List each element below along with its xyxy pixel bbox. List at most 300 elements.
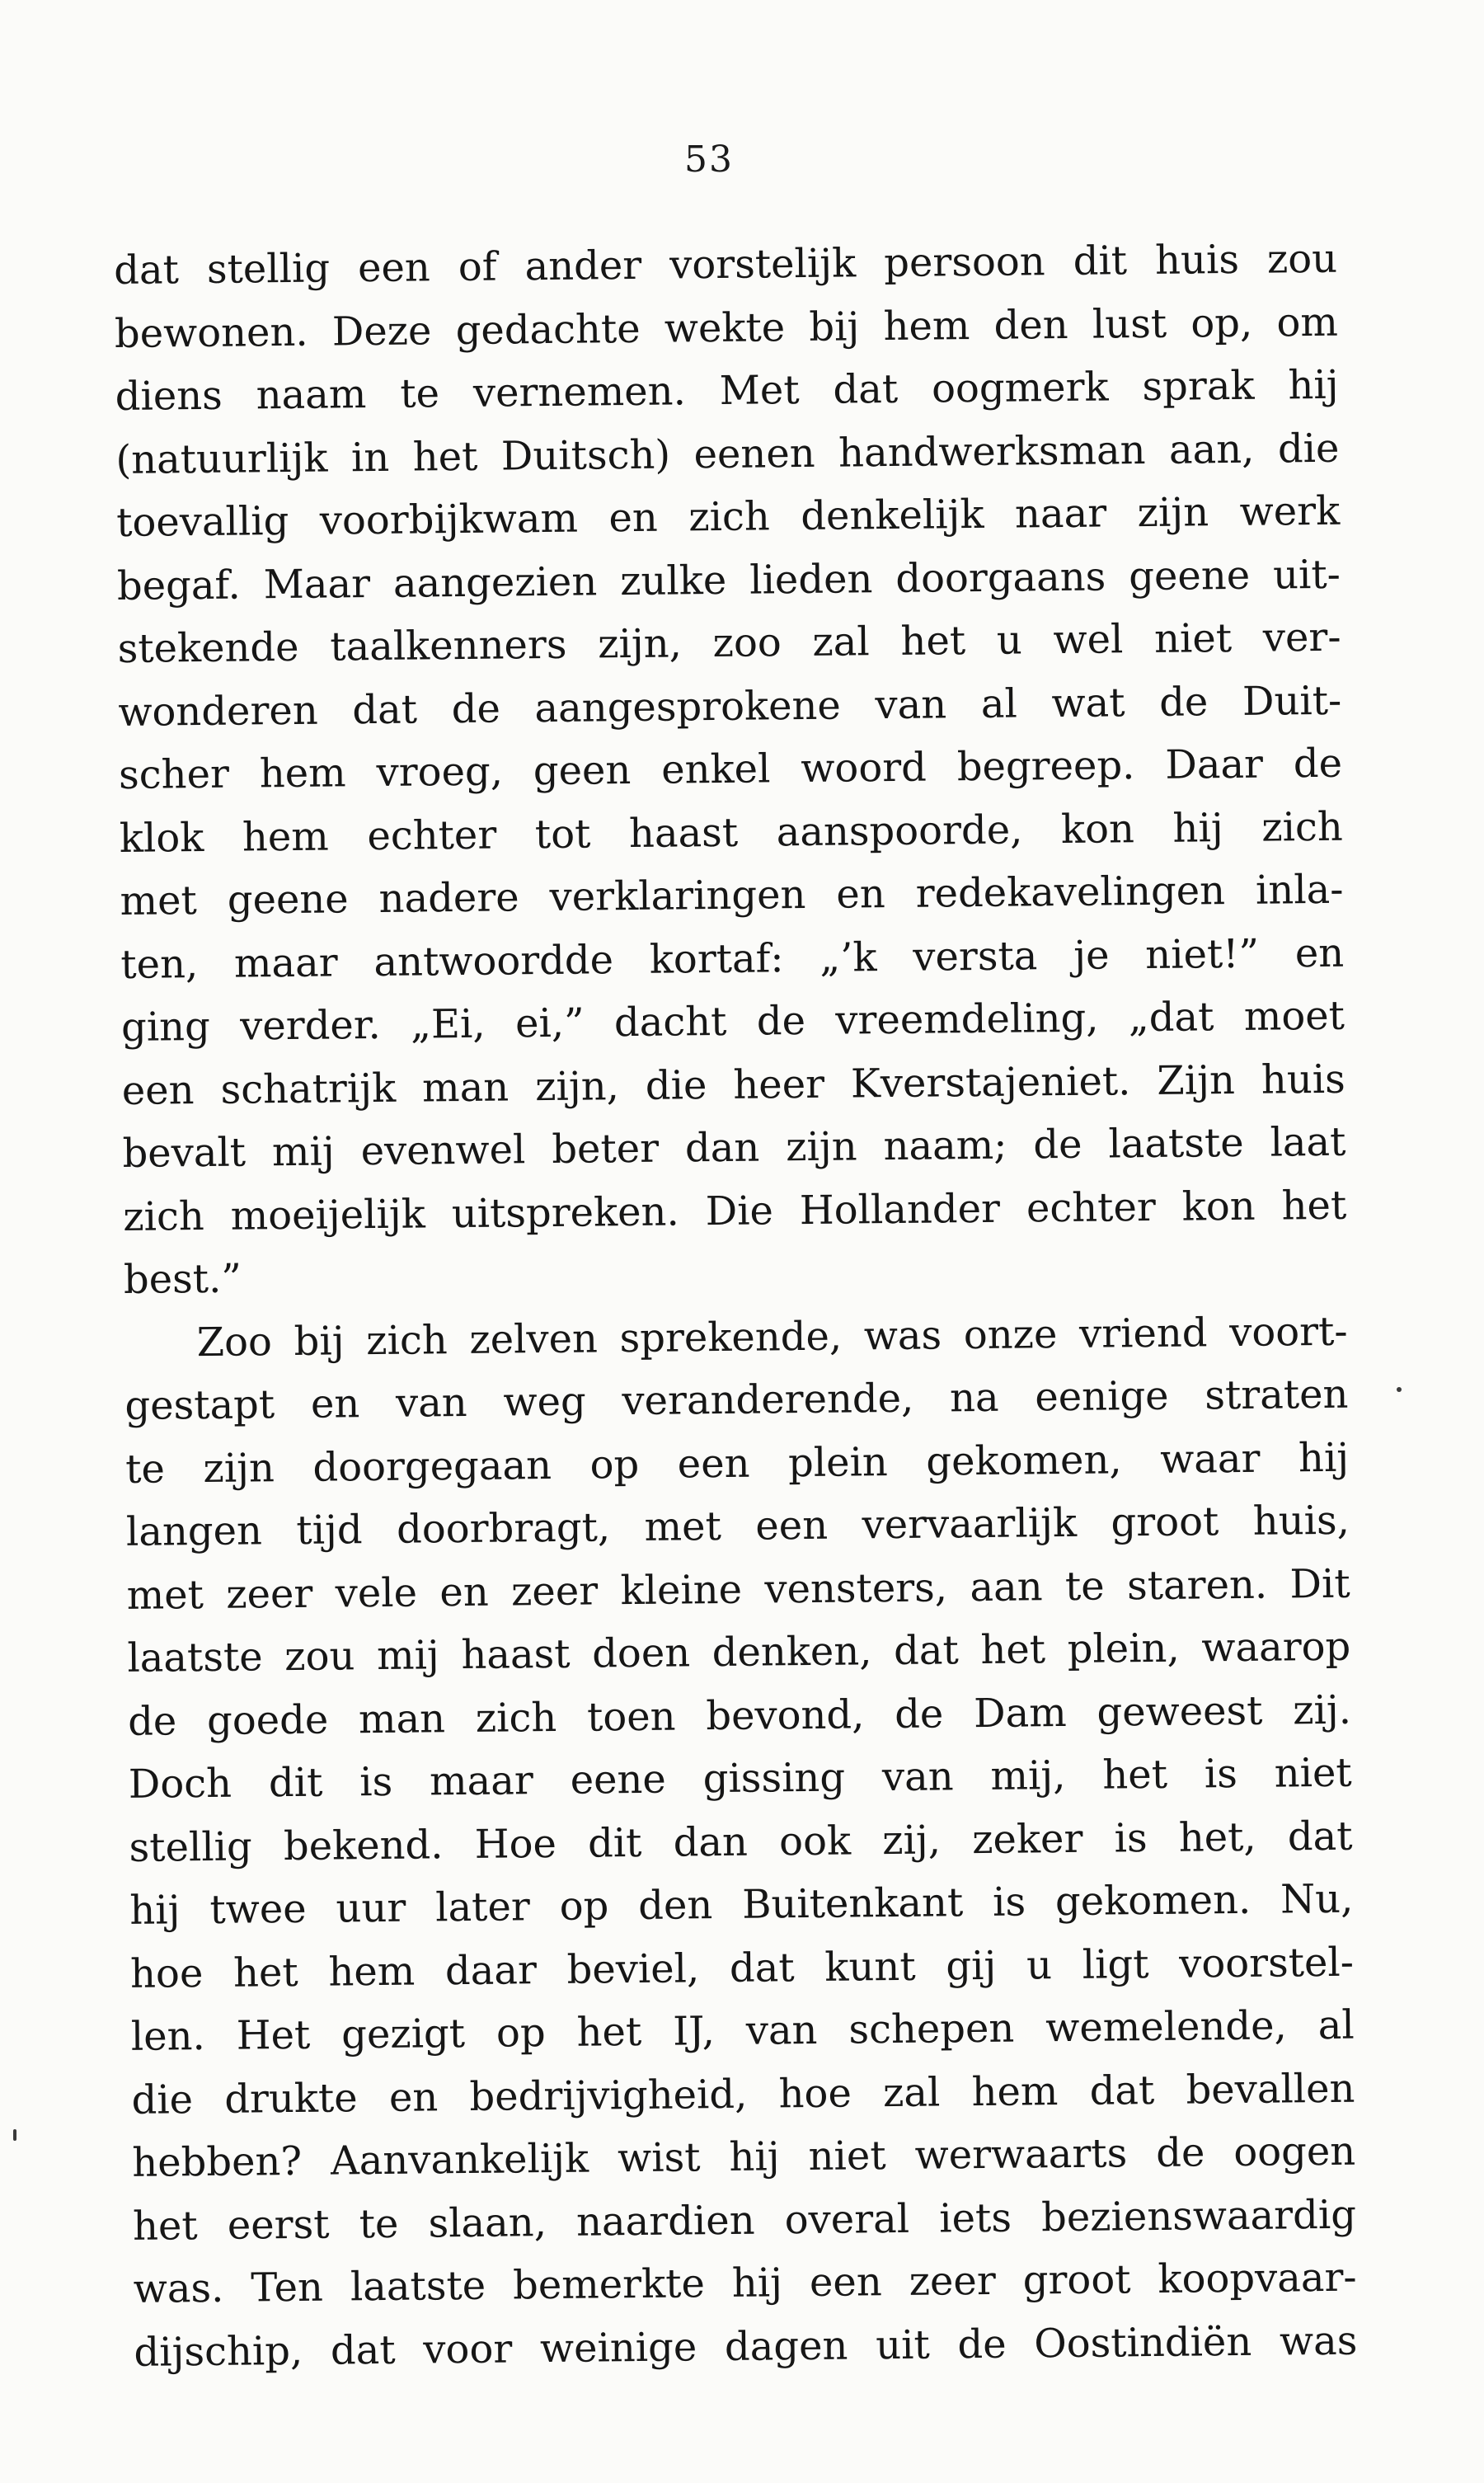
word: voorbijkwam <box>319 495 579 544</box>
word: aangesprokene <box>534 682 842 731</box>
word: Zijn <box>1157 1056 1236 1104</box>
margin-speck <box>13 2129 16 2141</box>
word: bezienswaardig <box>1040 2191 1357 2241</box>
word: naar <box>1014 490 1107 538</box>
word: een <box>357 244 431 292</box>
word: te <box>359 2200 399 2247</box>
word: en <box>1294 929 1345 976</box>
word: „dat <box>1128 994 1214 1042</box>
body-text <box>114 236 1358 2392</box>
text-line <box>129 1876 1354 1951</box>
word: oogen <box>1233 2128 1356 2176</box>
word: de <box>1155 2129 1205 2176</box>
word: hem <box>883 302 970 350</box>
word: op <box>495 2010 546 2057</box>
word: Dit <box>1289 1560 1350 1607</box>
word: tijd <box>296 1507 363 1554</box>
text-line <box>129 1813 1353 1888</box>
word: dit <box>1073 237 1128 285</box>
word: bemerkte <box>512 2260 706 2309</box>
word: aangezien <box>392 557 598 607</box>
text-line <box>120 867 1344 942</box>
word: dat <box>1089 2067 1155 2114</box>
word: drukte <box>224 2074 358 2123</box>
word: man <box>358 1695 446 1742</box>
text-line <box>126 1498 1350 1573</box>
word: de <box>127 1697 177 1745</box>
word: veranderende, <box>622 1375 914 1425</box>
word: redekavelingen <box>915 868 1226 917</box>
word: ligt <box>1082 1940 1149 1988</box>
word: het <box>232 1949 298 1996</box>
word: zulke <box>619 557 727 604</box>
word: len. <box>130 2013 206 2060</box>
word: hem <box>259 750 346 797</box>
word: mij <box>271 1128 336 1176</box>
word: weg <box>503 1378 586 1426</box>
word: bij <box>294 1317 345 1365</box>
word: diens <box>115 372 223 420</box>
word: hij <box>729 2133 780 2180</box>
word: Kverstajeniet. <box>850 1057 1131 1107</box>
word: moet <box>1243 992 1345 1040</box>
text-line <box>129 1750 1353 1825</box>
word: schatrijk <box>220 1065 397 1113</box>
word: dacht <box>613 998 727 1046</box>
word: bewonen. <box>114 308 308 357</box>
text-line <box>132 2128 1356 2203</box>
word: zou <box>1266 235 1338 283</box>
word: is <box>1114 1814 1148 1861</box>
text-line <box>119 741 1343 816</box>
text-line <box>120 929 1345 1004</box>
word: echter <box>1026 1183 1157 1231</box>
word: beviel, <box>566 1945 700 1993</box>
word: Buitenkant <box>741 1879 964 1928</box>
word: de <box>1293 740 1343 788</box>
word: hebben? <box>132 2137 303 2186</box>
word: zijn, <box>597 620 683 668</box>
word: gekomen. <box>1054 1876 1252 1926</box>
word: dit <box>268 1759 323 1807</box>
word: hij <box>1288 361 1339 409</box>
word: toen <box>586 1693 676 1741</box>
text-line <box>131 2002 1355 2077</box>
text-line <box>134 2317 1358 2392</box>
word: ging <box>120 1003 211 1051</box>
word: wekte <box>664 303 786 352</box>
word: zich <box>688 493 771 541</box>
word: man <box>421 1063 510 1111</box>
word: al <box>1317 2001 1355 2049</box>
word: zeer <box>510 1567 599 1615</box>
word: den <box>993 301 1068 349</box>
word: lust <box>1092 300 1167 348</box>
word: een <box>121 1066 195 1114</box>
word: de <box>1158 678 1209 726</box>
word: hem <box>242 813 330 861</box>
word: geen <box>533 747 632 795</box>
word: in <box>350 434 390 481</box>
word: op <box>559 1883 609 1930</box>
word: denkelijk <box>801 491 984 540</box>
word: je <box>1073 931 1110 979</box>
word: om <box>1276 299 1339 346</box>
word: voorstel- <box>1178 1939 1355 1987</box>
text-line <box>124 1245 1348 1320</box>
word: „’k <box>819 933 877 981</box>
text-line <box>122 1056 1346 1131</box>
word: een <box>809 2259 882 2307</box>
word: met <box>126 1571 204 1619</box>
word: hoe <box>778 2070 852 2117</box>
word: toevallig <box>115 497 289 546</box>
word: sprak <box>1142 362 1255 411</box>
word: zij, <box>881 1816 942 1864</box>
word: ei,” <box>514 999 585 1047</box>
word: niet <box>1153 615 1233 662</box>
word: Duit- <box>1242 677 1342 725</box>
word: best.” <box>123 1255 242 1303</box>
word: waar <box>1159 1435 1261 1483</box>
word: daar <box>444 1946 538 1994</box>
word: eenige <box>1035 1372 1169 1421</box>
word: Oostindiën <box>1034 2318 1252 2367</box>
word: een <box>755 1502 829 1550</box>
word: heer <box>733 1060 825 1108</box>
word: hem <box>971 2067 1059 2115</box>
word: kon <box>1181 1183 1256 1230</box>
word: Duitsch) <box>500 431 671 479</box>
text-line <box>117 614 1341 689</box>
word: eenen <box>693 430 815 477</box>
word: groot <box>1022 2256 1131 2304</box>
word: ander <box>524 242 642 290</box>
word: is <box>992 1879 1026 1926</box>
word: handwerksman <box>838 426 1146 477</box>
word: vriend <box>1078 1309 1208 1357</box>
word: zich <box>475 1694 557 1742</box>
word: inla- <box>1255 866 1344 914</box>
word: haast <box>461 1630 571 1679</box>
text-line <box>115 362 1339 437</box>
word: versta <box>913 932 1038 981</box>
word: staren. <box>1126 1561 1268 1609</box>
word: stellig <box>129 1822 252 1871</box>
word: uur <box>336 1884 406 1932</box>
word: naam; <box>883 1122 1007 1170</box>
word: het <box>1102 1751 1168 1799</box>
word: Nu, <box>1280 1875 1354 1923</box>
word: u <box>996 617 1023 664</box>
word: gekomen, <box>926 1436 1122 1485</box>
word: iets <box>938 2194 1012 2241</box>
word: taalkenners <box>330 621 567 670</box>
word: zich <box>366 1316 448 1364</box>
word: zoo <box>712 619 782 667</box>
word: geene <box>1128 552 1251 600</box>
word: het, <box>1178 1813 1256 1861</box>
word: laatste <box>127 1634 263 1681</box>
word: zijn <box>1137 489 1209 537</box>
word: de <box>1033 1121 1082 1169</box>
word: Daar <box>1165 741 1264 788</box>
word: gestapt <box>124 1381 275 1429</box>
word: nadere <box>378 874 519 922</box>
word: dan <box>673 1818 749 1866</box>
word: ver- <box>1262 614 1341 661</box>
word: op, <box>1190 299 1253 346</box>
text-line <box>120 803 1344 878</box>
word: slaan, <box>428 2198 547 2246</box>
text-line <box>127 1624 1351 1699</box>
word: bekend. <box>283 1821 444 1869</box>
word: een <box>677 1440 750 1488</box>
margin-speck <box>1397 1387 1402 1392</box>
text-line <box>126 1560 1350 1635</box>
word: hij <box>1298 1434 1350 1481</box>
word: de <box>756 997 806 1045</box>
word: en <box>836 871 885 918</box>
word: niet <box>1274 1749 1352 1797</box>
word: zij. <box>1292 1686 1352 1733</box>
word: en <box>388 2073 439 2121</box>
word: persoon <box>883 238 1045 287</box>
word: het <box>132 2202 198 2250</box>
word: dat <box>1287 1813 1353 1860</box>
word: de <box>894 1690 944 1738</box>
word: goede <box>206 1696 329 1744</box>
word: en <box>310 1380 360 1427</box>
word: later <box>434 1883 531 1931</box>
word: uit <box>875 2321 930 2368</box>
word: aan, <box>1168 426 1255 473</box>
word: op <box>589 1441 640 1488</box>
word: laat <box>1270 1118 1346 1166</box>
word: denken, <box>711 1628 872 1676</box>
word: verder. <box>239 1001 381 1050</box>
word: wemelende, <box>1045 2002 1288 2052</box>
word: het <box>980 1626 1046 1673</box>
word: plein, <box>1067 1625 1180 1672</box>
word: uitspreken. <box>451 1187 679 1237</box>
word: de <box>451 685 501 732</box>
word: doen <box>591 1629 691 1677</box>
word: Aanvankelijk <box>330 2135 589 2184</box>
word: zijn <box>785 1123 857 1171</box>
text-line <box>130 1939 1355 2014</box>
word: met <box>644 1502 722 1550</box>
word: evenwel <box>360 1126 526 1175</box>
word: het <box>576 2008 642 2056</box>
word: ten, <box>120 940 199 988</box>
word: echter <box>367 811 497 859</box>
word: beter <box>552 1125 660 1173</box>
word: ook <box>778 1818 852 1865</box>
word: twee <box>209 1885 307 1933</box>
word: zijn <box>203 1444 275 1492</box>
word: met <box>120 877 198 924</box>
word: antwoordde <box>373 936 614 985</box>
word: al <box>980 680 1018 727</box>
word: of <box>458 243 497 290</box>
word: Maar <box>263 560 371 608</box>
word: zijn, <box>534 1062 620 1110</box>
word: mij, <box>990 1752 1066 1799</box>
word: hij <box>1172 804 1223 852</box>
text-line <box>133 2191 1357 2266</box>
word: zich <box>123 1192 204 1240</box>
word: zal <box>882 2068 941 2116</box>
word: dijschip, <box>134 2327 303 2376</box>
word: Doch <box>128 1760 232 1808</box>
word: vervaarlijk <box>862 1499 1078 1549</box>
word: dagen <box>724 2322 848 2370</box>
word: gij <box>946 1942 997 1989</box>
text-line <box>117 551 1341 626</box>
word: is <box>359 1758 393 1806</box>
word: Hoe <box>474 1820 557 1868</box>
word: dat <box>330 2326 396 2374</box>
word: vele <box>335 1569 418 1616</box>
word: „Ei, <box>410 1000 486 1048</box>
word: is <box>1204 1751 1238 1798</box>
word: doorgaans <box>895 553 1106 602</box>
word: enkel <box>660 745 771 793</box>
word: naardien <box>575 2197 755 2246</box>
word: het <box>1281 1182 1347 1229</box>
word: laatste <box>350 2262 486 2311</box>
word: wist <box>617 2134 701 2182</box>
word: Hollander <box>799 1185 1001 1234</box>
word: geene <box>227 876 349 924</box>
word: den <box>637 1882 713 1929</box>
word: de <box>957 2321 1007 2368</box>
word: gissing <box>702 1754 846 1803</box>
word: gedachte <box>455 305 641 354</box>
word: uit- <box>1272 551 1341 599</box>
word: te <box>400 370 440 417</box>
word: haast <box>628 809 739 857</box>
word: doorbragt, <box>396 1504 611 1553</box>
word: mij <box>376 1632 440 1680</box>
word: lieden <box>749 555 873 604</box>
word: vroeg, <box>376 748 504 796</box>
word: die <box>645 1061 707 1109</box>
word: schepen <box>848 2005 1015 2053</box>
page-number: 53 <box>684 139 734 181</box>
word: IJ, <box>672 2008 716 2055</box>
word: plein <box>787 1438 889 1486</box>
word: u <box>1026 1941 1053 1988</box>
word: eerst <box>227 2201 330 2249</box>
word: weinige <box>539 2323 697 2372</box>
word: moeijelijk <box>230 1190 426 1239</box>
word: Zoo <box>196 1318 273 1366</box>
word: scher <box>118 750 230 798</box>
word: geweest <box>1097 1687 1263 1736</box>
word: van <box>875 680 947 728</box>
word: huis <box>1261 1056 1345 1103</box>
word: dat <box>352 685 418 733</box>
word: sprekende, <box>619 1313 843 1361</box>
word: stekende <box>117 623 299 672</box>
word: vensters, <box>764 1564 948 1612</box>
word: kon <box>1060 805 1135 853</box>
text-line <box>133 2255 1357 2330</box>
word: Die <box>705 1187 774 1234</box>
word: was <box>1279 2317 1358 2365</box>
word: bevalt <box>122 1129 247 1177</box>
word: kleine <box>620 1566 743 1614</box>
word: van <box>745 2006 818 2054</box>
word: vernemen. <box>472 368 687 416</box>
word: woord <box>801 744 928 792</box>
text-line <box>128 1686 1352 1761</box>
word: bij <box>809 303 860 350</box>
word: doorgegaan <box>312 1441 552 1491</box>
word: tot <box>534 810 591 858</box>
word: kortaf: <box>649 934 784 983</box>
word: dat <box>114 247 180 294</box>
word: te <box>1064 1563 1105 1610</box>
word: en <box>608 494 659 542</box>
word: die <box>1277 425 1340 472</box>
text-line <box>123 1182 1347 1257</box>
word: laatste <box>1108 1119 1244 1168</box>
paragraph-first-line <box>124 1308 1348 1383</box>
word: was. <box>133 2264 224 2312</box>
word: niet!” <box>1145 930 1260 978</box>
word: dan <box>684 1124 760 1172</box>
text-line <box>114 236 1338 311</box>
word: hij <box>129 1887 181 1934</box>
text-line <box>118 677 1342 752</box>
word: zou <box>284 1633 355 1681</box>
text-line <box>116 488 1341 563</box>
word: kunt <box>824 1943 916 1991</box>
word: (natuurlijk <box>115 435 328 483</box>
word: bevallen <box>1186 2065 1355 2114</box>
word: maar <box>233 938 338 987</box>
word: na <box>949 1374 999 1422</box>
word: verklaringen <box>549 871 806 920</box>
word: wonderen <box>118 687 318 736</box>
word: stellig <box>206 245 331 293</box>
word: begaf. <box>116 562 241 609</box>
word: niet <box>808 2133 886 2180</box>
word: en <box>439 1568 489 1615</box>
word: het <box>900 618 966 665</box>
word: het <box>412 433 478 481</box>
word: werk <box>1239 487 1341 535</box>
word: van <box>395 1379 467 1427</box>
word: zelven <box>469 1314 599 1363</box>
word: dat <box>729 1944 795 1992</box>
word: vorstelijk <box>669 240 857 289</box>
word: overal <box>784 2195 910 2243</box>
word: huis <box>1154 236 1240 284</box>
word: zeer <box>909 2257 997 2305</box>
word: Deze <box>331 307 432 355</box>
word: langen <box>125 1507 263 1555</box>
text-line <box>124 1371 1349 1446</box>
word: dat <box>893 1627 960 1674</box>
word: werwaarts <box>914 2130 1128 2179</box>
word: zich <box>1261 803 1344 851</box>
word: bevond, <box>706 1691 865 1739</box>
text-line <box>122 1119 1346 1194</box>
